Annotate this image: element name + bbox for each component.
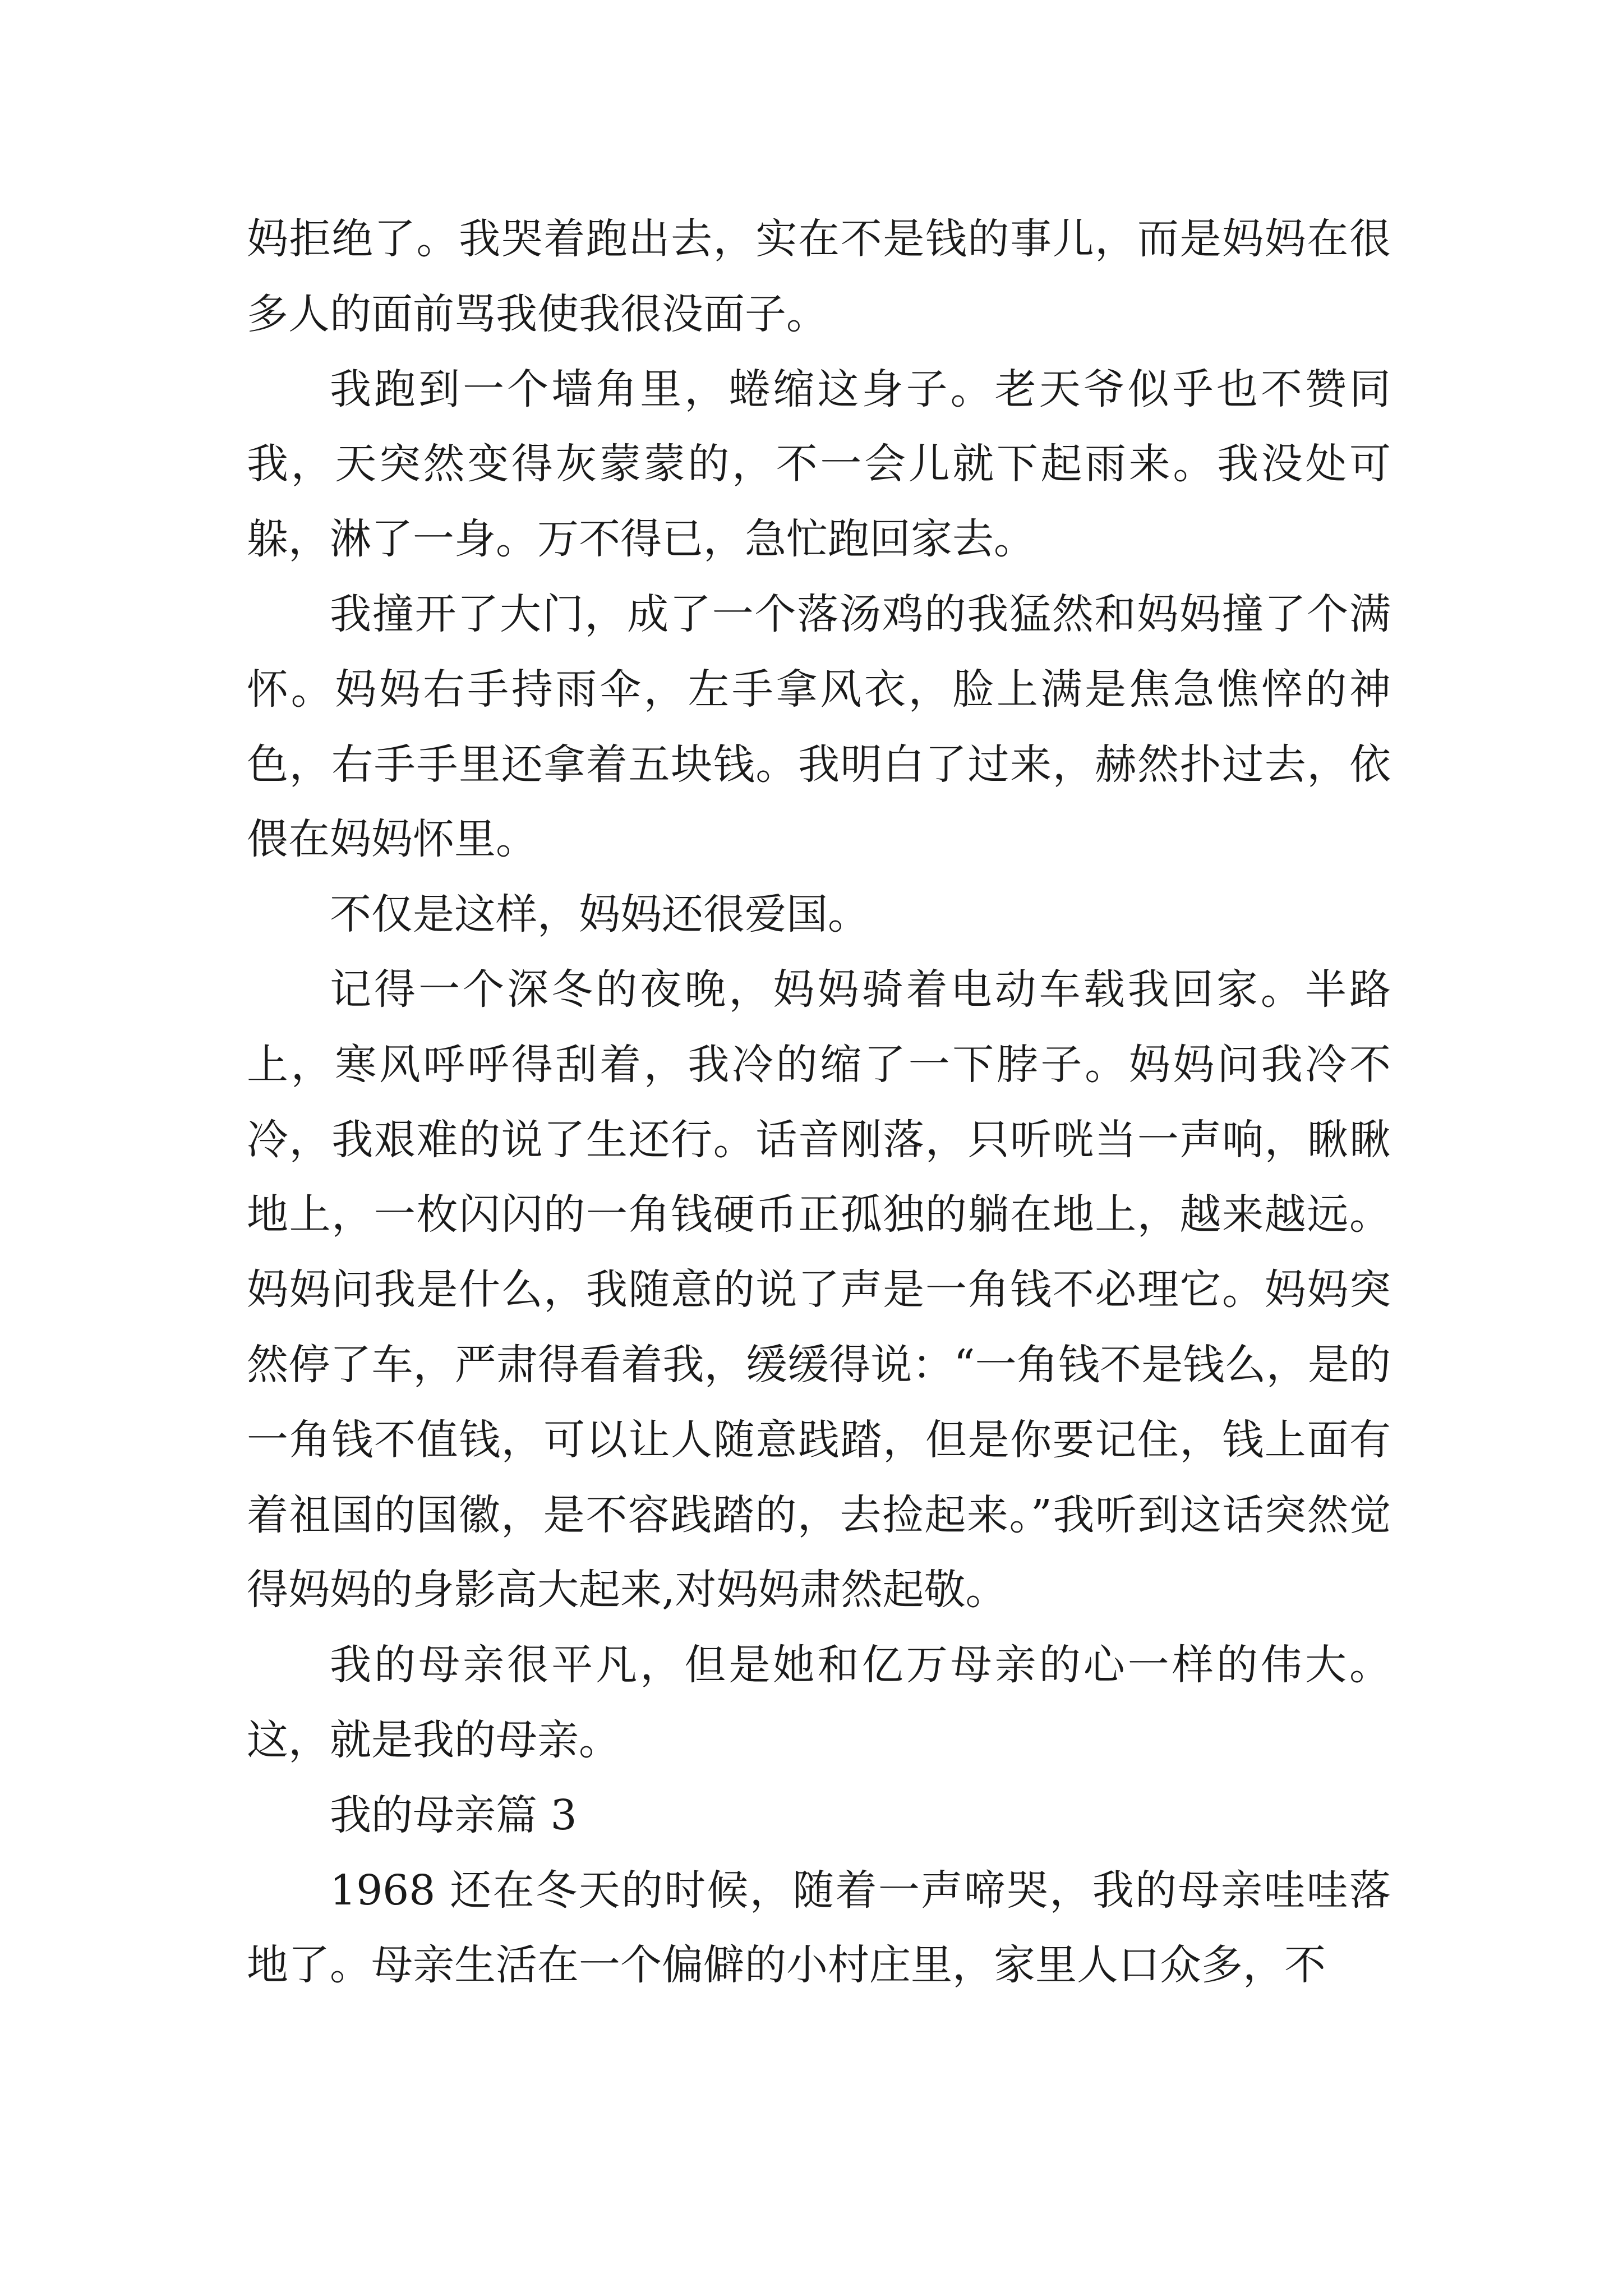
section-heading: 我的母亲篇 3 — [330, 1791, 577, 1839]
paragraph-6: 我的母亲很平凡，但是她和亿万母亲的心一样的伟大。这，就是我的母亲。 — [247, 1641, 1391, 1764]
article-body — [247, 202, 1391, 2003]
paragraph-1: 妈拒绝了。我哭着跑出去，实在不是钱的事儿，而是妈妈在很多人的面前骂我使我很没面子。 — [247, 215, 1391, 338]
paragraph-2: 我跑到一个墙角里，蜷缩这身子。老天爷似乎也不赞同我，天突然变得灰蒙蒙的，不一会儿就下起雨来。我没处可躲，淋了一身。万不得已，急忙跑回家去。 — [247, 365, 1391, 564]
paragraph-5: 记得一个深冬的夜晚，妈妈骑着电动车载我回家。半路上，寒风呼呼得刮着，我冷的缩了一下脖子。妈妈问我冷不冷，我艰难的说了生还行。话音刚落，只听咣当一声响，瞅瞅地上，一枚闪闪的一角钱硬币正孤独的躺在地上，越来越远。妈妈问我是什么，我随意的说了声是一角钱不必理它。妈妈突然停了车，严肃得看着我，缓缓得说：“一角钱不是钱么，是的一角钱不值钱，可以让人随意践踏，但是你要记住，钱上面有着祖国的国徽，是不容践踏的，去捡起来。”我听到这话突然觉得妈妈的身影高大起来,对妈妈肃然起敬。 — [247, 965, 1391, 1614]
paragraph-3: 我撞开了大门，成了一个落汤鸡的我猛然和妈妈撞了个满怀。妈妈右手持雨伞，左手拿风衣，脸上满是焦急憔悴的神色，右手手里还拿着五块钱。我明白了过来，赫然扑过去，依偎在妈妈怀里。 — [247, 590, 1391, 864]
paragraph-4: 不仅是这样，妈妈还很爱国。 — [330, 890, 869, 939]
paragraph-7: 1968 还在冬天的时候，随着一声啼哭，我的母亲哇哇落地了。母亲生活在一个偏僻的小村庄里，家里人口众多，不 — [247, 1866, 1391, 1990]
